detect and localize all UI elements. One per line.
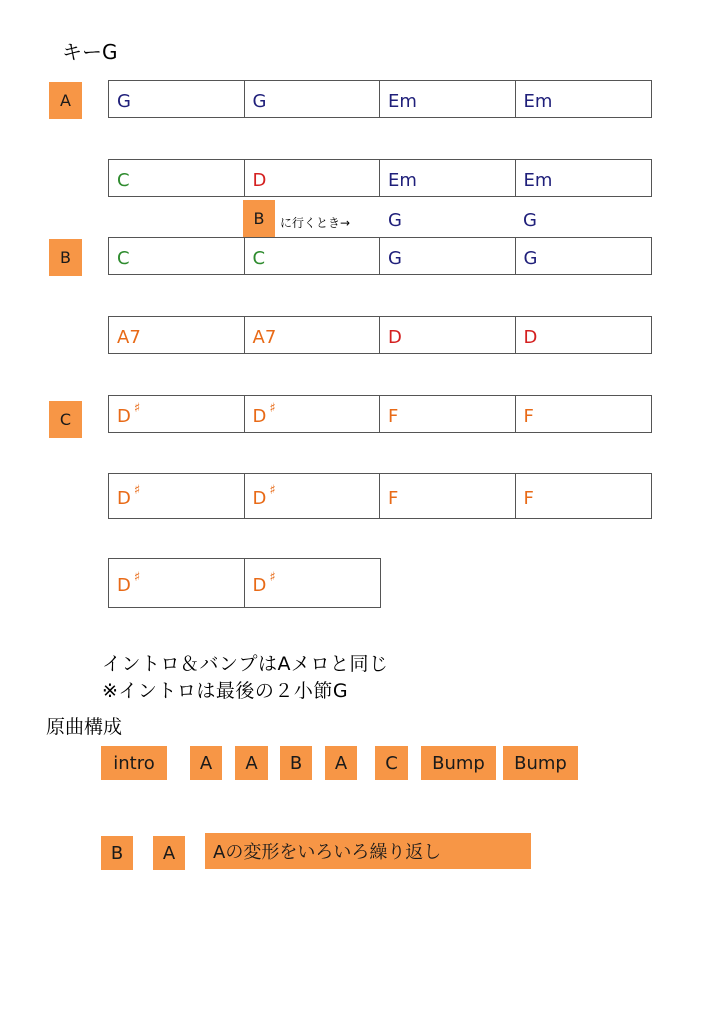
chord-name: D — [388, 326, 402, 348]
chord-name: C — [252, 247, 266, 269]
transition-chord: G — [523, 210, 537, 231]
chord-cell — [245, 238, 381, 274]
b-transition-text: に行くとき→ — [280, 216, 351, 230]
structure-variation-note: Aの変形をいろいろ繰り返し — [205, 833, 531, 869]
chord-name: D — [252, 487, 267, 509]
chord-name: F — [388, 487, 399, 509]
chord-cell — [380, 317, 516, 353]
sharp-sign: ♯ — [269, 569, 276, 585]
chord-cell — [516, 81, 652, 117]
chord-name: D — [252, 169, 267, 191]
structure-item: A — [235, 746, 268, 780]
structure-item: B — [280, 746, 312, 780]
sharp-sign: ♯ — [133, 400, 141, 416]
chord-cell — [380, 396, 516, 432]
chord-name: G — [388, 247, 402, 269]
structure-item: A — [325, 746, 357, 780]
chord-cell — [380, 238, 516, 274]
chord-name: D — [523, 326, 538, 348]
sharp-sign: ♯ — [133, 569, 141, 585]
structure-item: intro — [101, 746, 167, 780]
chord-cell — [245, 81, 381, 117]
chord-name: C — [117, 169, 130, 191]
chord-row-5 — [108, 395, 652, 433]
chord-name: Em — [523, 90, 553, 112]
note-line-1: イントロ＆バンプはAメロと同じ — [102, 653, 389, 675]
section-label-a: A — [49, 82, 82, 119]
structure-heading: 原曲構成 — [46, 716, 123, 738]
chord-name: G — [523, 247, 538, 269]
chord-cell — [245, 317, 381, 353]
chord-name: D — [252, 405, 267, 427]
chord-name: F — [523, 405, 534, 427]
structure-item: B — [101, 836, 133, 870]
structure-item: Bump — [421, 746, 496, 780]
transition-chord: G — [388, 210, 402, 231]
structure-item: A — [190, 746, 222, 780]
chord-cell — [109, 317, 245, 353]
section-label-c: C — [49, 401, 82, 438]
chord-name: D — [117, 487, 131, 509]
chord-name: G — [117, 90, 131, 112]
b-transition-box: B — [243, 200, 275, 237]
chord-row-6 — [108, 473, 652, 519]
chord-cell — [245, 474, 381, 518]
chord-cell — [109, 474, 245, 518]
chord-row-2 — [108, 159, 652, 197]
chord-cell — [516, 396, 652, 432]
structure-item: A — [153, 836, 185, 870]
chord-cell — [380, 474, 516, 518]
chord-cell — [245, 559, 381, 607]
chord-row-7 — [108, 558, 381, 608]
chord-name: F — [388, 405, 399, 427]
chord-cell — [380, 81, 516, 117]
chord-name: C — [117, 247, 130, 269]
chord-cell — [109, 559, 245, 607]
chord-cell — [516, 317, 652, 353]
chord-name: Em — [388, 90, 417, 112]
chord-cell — [109, 396, 245, 432]
chord-name: Em — [388, 169, 417, 191]
note-line-2: ※イントロは最後の２小節G — [102, 680, 349, 702]
chord-row-1 — [108, 80, 652, 118]
sharp-sign: ♯ — [269, 482, 276, 498]
sharp-sign: ♯ — [133, 482, 141, 498]
chord-cell — [516, 238, 652, 274]
chord-cell — [516, 160, 652, 196]
chord-cell — [516, 474, 652, 518]
chord-cell — [245, 396, 381, 432]
chord-row-4 — [108, 316, 652, 354]
chord-name: G — [252, 90, 267, 112]
chord-name: Em — [523, 169, 553, 191]
chord-name: F — [523, 487, 534, 509]
chord-cell — [245, 160, 381, 196]
chord-cell — [109, 160, 245, 196]
section-label-b: B — [49, 239, 82, 276]
structure-item: C — [375, 746, 408, 780]
sharp-sign: ♯ — [269, 400, 276, 416]
chord-row-3 — [108, 237, 652, 275]
key-title: キーG — [62, 40, 118, 64]
structure-item: Bump — [503, 746, 578, 780]
chord-cell — [380, 160, 516, 196]
chord-cell — [109, 81, 245, 117]
chord-name: A7 — [117, 326, 141, 348]
chord-name: D — [252, 574, 267, 596]
chord-name: D — [117, 405, 131, 427]
chord-cell — [109, 238, 245, 274]
chord-name: D — [117, 574, 131, 596]
chord-name: A7 — [252, 326, 277, 348]
